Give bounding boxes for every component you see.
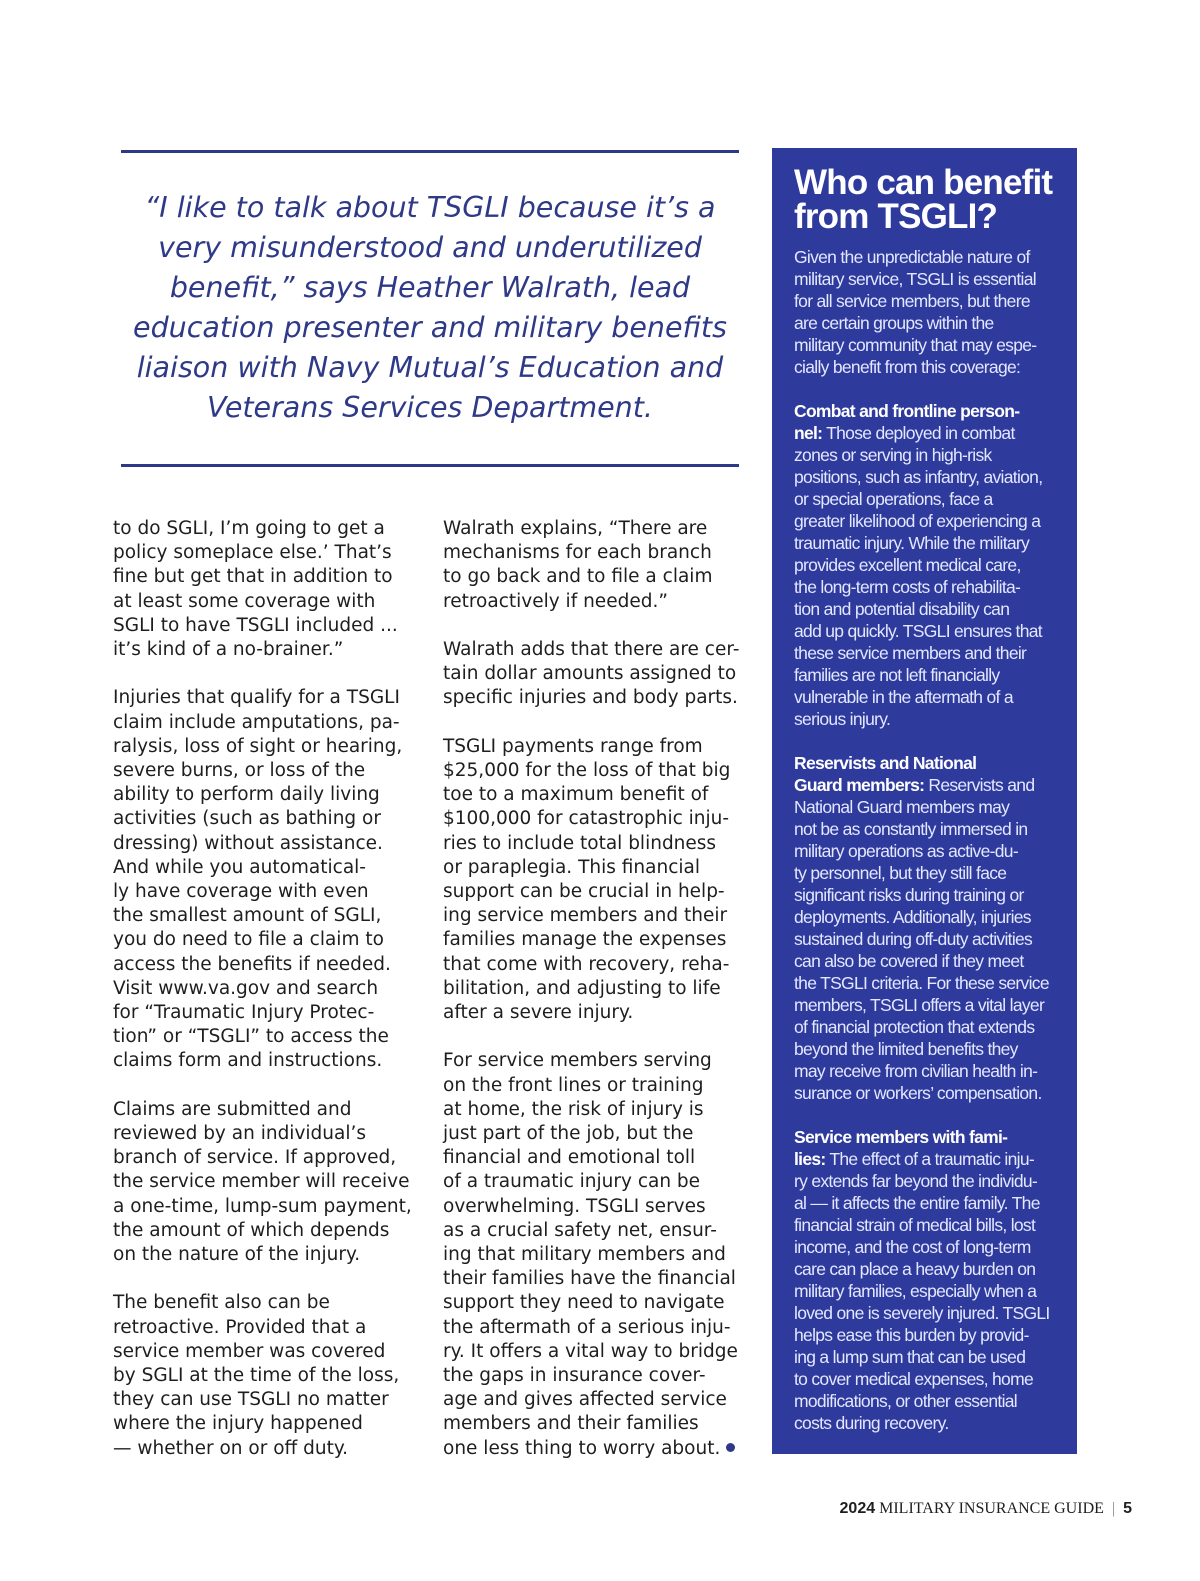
text-line	[794, 422, 1063, 444]
text-line: members and their families	[443, 1413, 699, 1435]
text-line: financial and emotional toll	[443, 1147, 696, 1169]
text-line: For service members serving	[443, 1050, 712, 1072]
page-footer	[840, 1500, 1132, 1518]
text-line: they can use TSGLI no matter	[113, 1389, 389, 1411]
text-fragment: Reservists and	[924, 775, 1035, 795]
text-line: on the front lines or training	[443, 1074, 704, 1096]
text-line: military operations as active-du-	[794, 841, 1018, 861]
text-line: as a crucial safety net, ensur-	[443, 1219, 717, 1241]
text-fragment: The effect of a traumatic inju-	[825, 1149, 1034, 1169]
text-line: branch of service. If approved,	[113, 1147, 397, 1169]
text-line: specific injuries and body parts.	[443, 687, 738, 709]
sidebar-section-reservists	[794, 752, 1063, 1104]
pull-quote	[121, 188, 739, 428]
paragraph	[113, 1098, 453, 1267]
text-line: costs during recovery.	[794, 1413, 949, 1433]
text-line: for all service members, but there	[794, 291, 1030, 311]
sidebar-title-line: from TSGLI?	[794, 197, 998, 236]
text-line: after a severe injury.	[443, 1002, 634, 1024]
text-line: provides excellent medical care,	[794, 555, 1021, 575]
pullquote-bottom-rule	[121, 464, 739, 467]
text-line: a one-time, lump-sum payment,	[113, 1195, 412, 1217]
section-heading: Combat and frontline person-	[794, 401, 1020, 421]
sidebar-intro	[794, 246, 1063, 378]
text-line: just part of the job, but the	[443, 1123, 694, 1145]
text-line: families are not left financially	[794, 665, 1000, 685]
text-line: to do SGLI, I’m going to get a	[113, 518, 385, 539]
text-line: toe to a maximum benefit of	[443, 784, 709, 806]
text-line: to cover medical expenses, home	[794, 1369, 1033, 1389]
paragraph	[113, 686, 453, 1073]
text-line: of financial protection that extends	[794, 1017, 1035, 1037]
footer-publication: MILITARY INSURANCE GUIDE	[875, 1500, 1104, 1517]
paragraph	[113, 1291, 453, 1460]
text-line: vulnerable in the aftermath of a	[794, 687, 1013, 707]
text-line: at home, the risk of injury is	[443, 1098, 704, 1120]
body-column-left	[113, 517, 453, 1485]
text-line: the long-term costs of rehabilita-	[794, 577, 1021, 597]
text-line: ry. It offers a vital way to bridge	[443, 1340, 738, 1362]
text-line: ing that military members and	[443, 1244, 726, 1266]
footer-year: 2024	[839, 1500, 876, 1517]
text-line: or special operations, face a	[794, 489, 993, 509]
text-line: severe burns, or loss of the	[113, 760, 366, 782]
text-line: the TSGLI criteria. For these service	[794, 973, 1049, 993]
text-line: one less thing to worry about.	[443, 1437, 721, 1459]
text-line: military service, TSGLI is essential	[794, 269, 1036, 289]
text-line: income, and the cost of long-term	[794, 1237, 1031, 1257]
text-line: The benefit also can be	[113, 1292, 330, 1314]
text-line: the amount of which depends	[113, 1219, 390, 1241]
text-line: greater likelihood of experiencing a	[794, 511, 1041, 531]
text-line: zones or serving in high-risk	[794, 445, 992, 465]
text-line: the smallest amount of SGLI,	[113, 905, 382, 927]
text-line: $100,000 for catastrophic inju-	[443, 808, 730, 830]
text-line: the aftermath of a serious inju-	[443, 1316, 731, 1338]
text-line: tion” or “TSGLI” to access the	[113, 1026, 389, 1048]
text-line: tain dollar amounts assigned to	[443, 663, 737, 685]
text-line: fine but get that in addition to	[113, 566, 393, 588]
text-line: ralysis, loss of sight or hearing,	[113, 735, 403, 757]
body-column-middle	[443, 517, 783, 1485]
end-of-article-dot-icon	[726, 1443, 735, 1452]
text-line: sustained during off-duty activities	[794, 929, 1033, 949]
text-line: ry extends far beyond the individu-	[794, 1171, 1038, 1191]
text-line: may receive from civilian health in-	[794, 1061, 1038, 1081]
text-line: can also be covered if they meet	[794, 951, 1024, 971]
text-line: traumatic injury. While the military	[794, 533, 1030, 553]
text-line: it’s kind of a no-brainer.”	[113, 639, 344, 661]
text-line: age and gives affected service	[443, 1389, 727, 1411]
text-line: that come with recovery, reha-	[443, 953, 730, 975]
text-line: you do need to file a claim to	[113, 929, 384, 951]
sidebar-section-families	[794, 1126, 1063, 1434]
sidebar-title-line: Who can benefit	[794, 163, 1053, 202]
text-line: military community that may espe-	[794, 335, 1037, 355]
text-line: ly have coverage with even	[113, 881, 369, 903]
text-line: their families have the financial	[443, 1268, 736, 1290]
text-line: helps ease this burden by provid-	[794, 1325, 1029, 1345]
text-line: mechanisms for each branch	[443, 542, 712, 564]
text-line: care can place a heavy burden on	[794, 1259, 1036, 1279]
text-line: reviewed by an individual’s	[113, 1123, 367, 1145]
text-line: Walrath explains, “There are	[443, 518, 708, 539]
text-line: military families, especially when a	[794, 1281, 1037, 1301]
text-line: these service members and their	[794, 643, 1027, 663]
text-line: policy someplace else.’ That’s	[113, 542, 392, 564]
text-line: TSGLI payments range from	[443, 735, 703, 757]
sidebar-box	[772, 148, 1077, 1454]
pullquote-line: Veterans Services Department.	[207, 391, 653, 424]
text-line: the service member will receive	[113, 1171, 410, 1193]
text-line: where the injury happened	[113, 1413, 363, 1435]
pullquote-top-rule	[121, 150, 739, 153]
paragraph	[443, 1049, 783, 1460]
text-line: the gaps in insurance cover-	[443, 1365, 706, 1387]
text-line: And while you automatical-	[113, 856, 366, 878]
section-heading-tail: nel:	[794, 423, 823, 443]
text-line: surance or workers’ compensation.	[794, 1083, 1042, 1103]
text-line: ing a lump sum that can be used	[794, 1347, 1026, 1367]
text-line: Injuries that qualify for a TSGLI	[113, 687, 400, 709]
text-line: positions, such as infantry, aviation,	[794, 467, 1043, 487]
text-line: financial strain of medical bills, lost	[794, 1215, 1036, 1235]
text-line: serious injury.	[794, 709, 891, 729]
text-line: ing service members and their	[443, 905, 728, 927]
text-line: al — it affects the entire family. The	[794, 1193, 1040, 1213]
text-line: bilitation, and adjusting to life	[443, 977, 721, 999]
text-fragment: Those deployed in combat	[822, 423, 1015, 443]
text-line: modifications, or other essential	[794, 1391, 1017, 1411]
pullquote-line: very misunderstood and underutilized	[158, 231, 702, 264]
text-line: cially benefit from this coverage:	[794, 357, 1021, 377]
text-line: activities (such as bathing or	[113, 808, 381, 830]
text-line: dressing) without assistance.	[113, 832, 383, 854]
section-heading: Service members with fami-	[794, 1127, 1008, 1147]
text-line: access the benefits if needed.	[113, 953, 391, 975]
pullquote-line: education presenter and military benefits	[133, 311, 727, 344]
pullquote-line: benefit,” says Heather Walrath, lead	[169, 271, 691, 304]
text-line: — whether on or off duty.	[113, 1437, 349, 1459]
text-line: overwhelming. TSGLI serves	[443, 1195, 706, 1217]
text-line: by SGLI at the time of the loss,	[113, 1365, 400, 1387]
text-line: deployments. Additionally, injuries	[794, 907, 1031, 927]
text-line: for “Traumatic Injury Protec-	[113, 1002, 375, 1024]
text-line: retroactive. Provided that a	[113, 1316, 367, 1338]
text-line: add up quickly. TSGLI ensures that	[794, 621, 1042, 641]
text-line: ries to include total blindness	[443, 832, 717, 854]
text-line: significant risks during training or	[794, 885, 1024, 905]
text-line: beyond the limited benefits they	[794, 1039, 1018, 1059]
text-line: $25,000 for the loss of that big	[443, 760, 731, 781]
text-line: claims form and instructions.	[113, 1050, 383, 1072]
text-line: National Guard members may	[794, 797, 1010, 817]
text-line: not be as constantly immersed in	[794, 819, 1028, 839]
text-line: or paraplegia. This financial	[443, 856, 700, 878]
text-line: Visit www.va.gov and search	[113, 977, 379, 999]
footer-separator: |	[1111, 1500, 1116, 1517]
text-line: retroactively if needed.”	[443, 590, 668, 612]
text-line: of a traumatic injury can be	[443, 1171, 701, 1193]
page-number: 5	[1123, 1500, 1132, 1517]
text-line: families manage the expenses	[443, 929, 727, 951]
paragraph	[443, 638, 783, 711]
section-heading-tail: lies:	[794, 1149, 826, 1169]
text-line: members, TSGLI offers a vital layer	[794, 995, 1045, 1015]
text-line: ability to perform daily living	[113, 784, 380, 806]
section-heading-tail: Guard members:	[794, 775, 925, 795]
pullquote-line: liaison with Navy Mutual’s Education and	[136, 351, 724, 384]
text-line: at least some coverage with	[113, 590, 376, 612]
text-line: support they need to navigate	[443, 1292, 725, 1314]
paragraph	[113, 517, 453, 662]
sidebar-body	[794, 246, 1063, 1434]
text-line: Given the unpredictable nature of	[794, 247, 1030, 267]
text-line: Walrath adds that there are cer-	[443, 639, 740, 660]
text-line: service member was covered	[113, 1340, 386, 1362]
text-line: Claims are submitted and	[113, 1098, 352, 1120]
text-line: support can be crucial in help-	[443, 881, 725, 903]
text-line	[794, 774, 1063, 796]
text-line: SGLI to have TSGLI included ...	[113, 614, 398, 636]
text-line: tion and potential disability can	[794, 599, 1010, 619]
section-heading: Reservists and National	[794, 753, 977, 773]
text-line-last	[443, 1437, 783, 1461]
text-line: ty personnel, but they still face	[794, 863, 1007, 883]
sidebar-title	[794, 163, 1063, 236]
text-line: claim include amputations, pa-	[113, 711, 400, 733]
pullquote-line: “I like to talk about TSGLI because it’s a	[144, 191, 716, 224]
text-line: loved one is severely injured. TSGLI	[794, 1303, 1050, 1323]
sidebar-section-combat	[794, 400, 1063, 730]
paragraph	[443, 517, 783, 614]
text-line	[794, 1148, 1063, 1170]
text-line: on the nature of the injury.	[113, 1244, 361, 1266]
text-line: are certain groups within the	[794, 313, 994, 333]
text-line: to go back and to file a claim	[443, 566, 713, 588]
paragraph	[443, 735, 783, 1025]
